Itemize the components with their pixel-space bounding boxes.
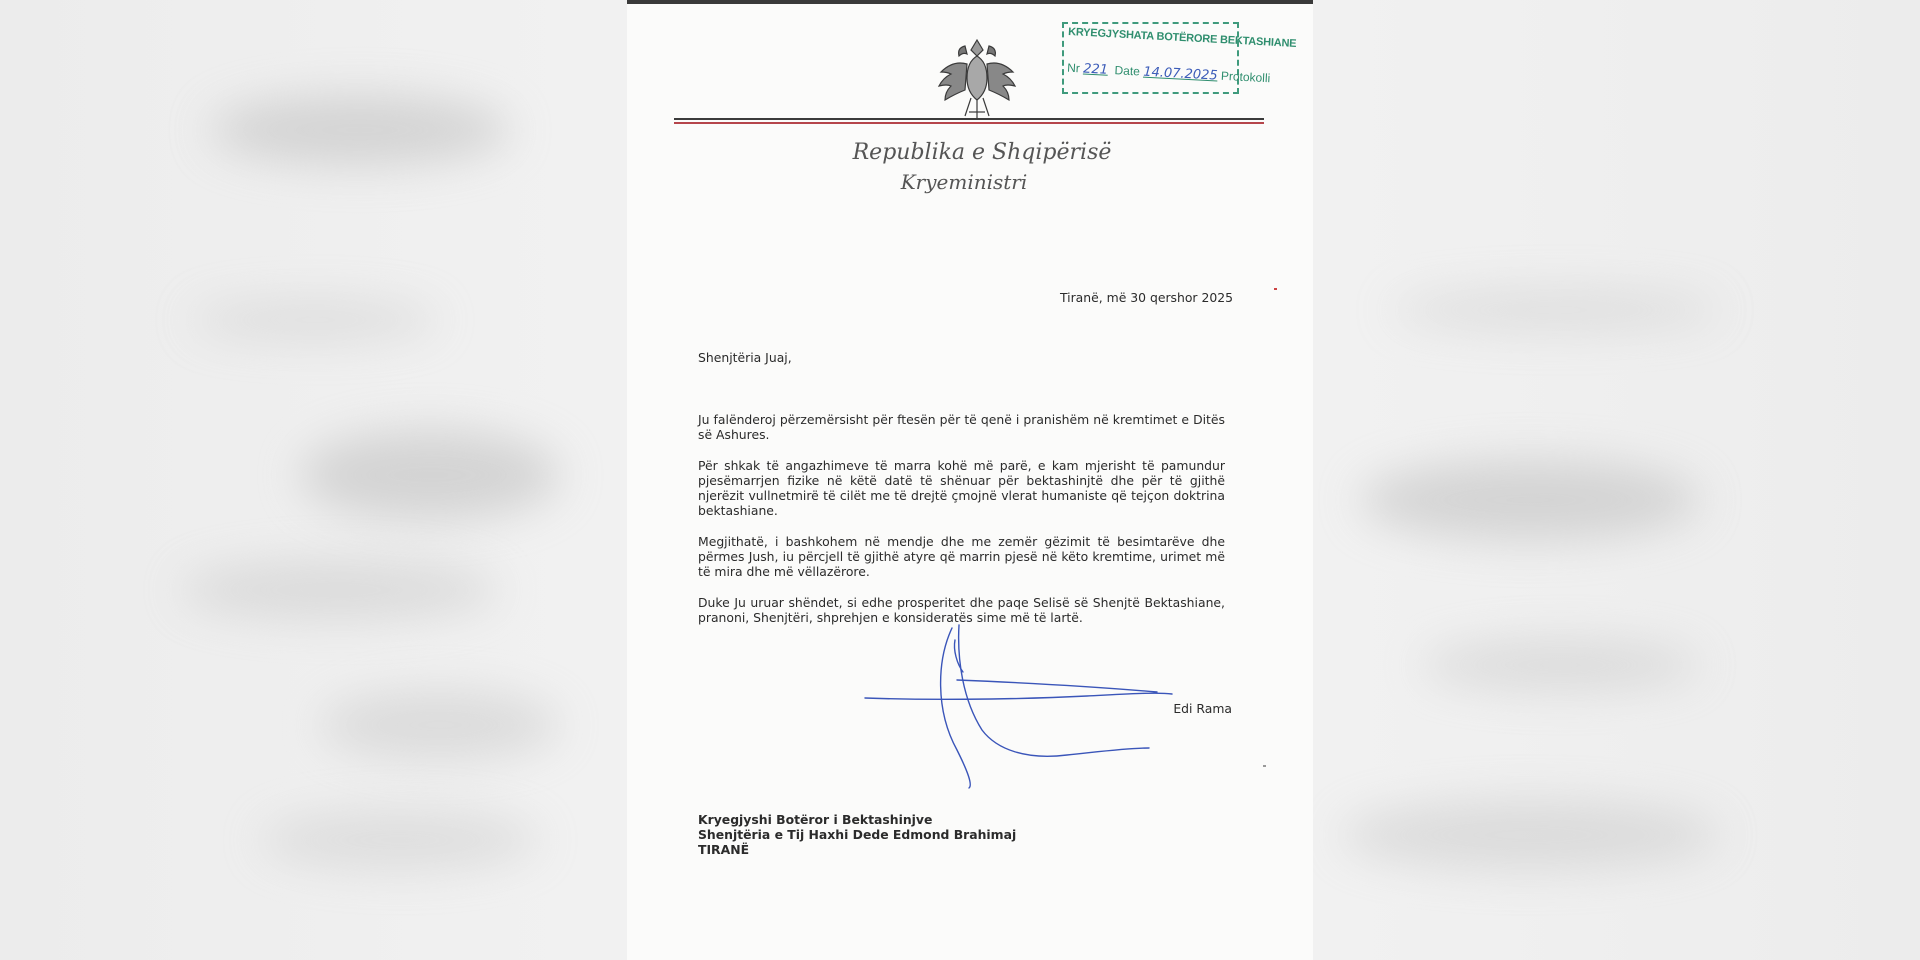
- registry-stamp: [1062, 22, 1297, 94]
- stamp-number: 221: [1082, 61, 1109, 78]
- stamp-title: KRYEGJYSHATA BOTËRORE BEKTASHIANE: [1067, 26, 1297, 50]
- addressee-line-1: Kryegjyshi Botëror i Bektashinjve: [698, 812, 933, 827]
- paragraph-1: Ju falënderoj përzemërsisht për ftesën për të qenë i pranishëm në kremtimet e Ditës së Ashures.: [698, 412, 1225, 442]
- stamp-row: [1067, 61, 1271, 87]
- letterhead-office: Kryeministri: [900, 170, 1028, 194]
- paragraph-3: Megjithatë, i bashkohem në mendje dhe me zemër gëzimit të besimtarëve dhe përmes Jush, iu përcjell të gjithë atyre që marrin pjesë në këto kremtime, urimet më të mira dhe më vëllazërore.: [698, 534, 1225, 579]
- letterhead-republic: Republika e Shqipërisë: [852, 140, 1112, 165]
- stamp-date: 14.07.2025: [1142, 64, 1218, 84]
- paragraph-2: Për shkak të angazhimeve të marra kohë më parë, e kam mjerisht të pamundur pjesëmarrjen fizike në këtë datë të shënuar për bektashinjtë dhe për të gjithë njerëzit vullnetmirë të cilët me të drejtë çmojnë vlerat humaniste që tejçon doktrina bektashiane.: [698, 458, 1225, 518]
- top-border: [627, 0, 1313, 4]
- header-rule-red: [674, 122, 1264, 124]
- handwritten-signature: [857, 620, 1217, 795]
- ink-speck: [1263, 765, 1266, 767]
- stamp-number-label: Nr: [1066, 60, 1081, 76]
- signatory-name: Edi Rama: [1173, 701, 1232, 716]
- header-rule-black: [674, 118, 1264, 120]
- paragraph-4: Duke Ju uruar shëndet, si edhe prosperitet dhe paqe Selisë së Shenjtë Bektashiane, pranoni, Shenjtëri, shprehjen e konsideratës sime më të lartë.: [698, 595, 1225, 625]
- ink-speck: [1274, 288, 1277, 290]
- stamp-protocol-label: Protokolli: [1220, 68, 1271, 86]
- salutation: Shenjtëria Juaj,: [698, 350, 792, 365]
- double-headed-eagle-icon: [935, 34, 1019, 124]
- addressee-block: [698, 812, 1016, 857]
- addressee-line-2: Shenjtëria e Tij Haxhi Dede Edmond Brahimaj: [698, 827, 1017, 842]
- letter-date: Tiranë, më 30 qershor 2025: [1059, 290, 1233, 305]
- letter-page: [627, 0, 1313, 960]
- stamp-date-label: Date: [1114, 63, 1141, 79]
- addressee-line-3: TIRANË: [698, 842, 750, 857]
